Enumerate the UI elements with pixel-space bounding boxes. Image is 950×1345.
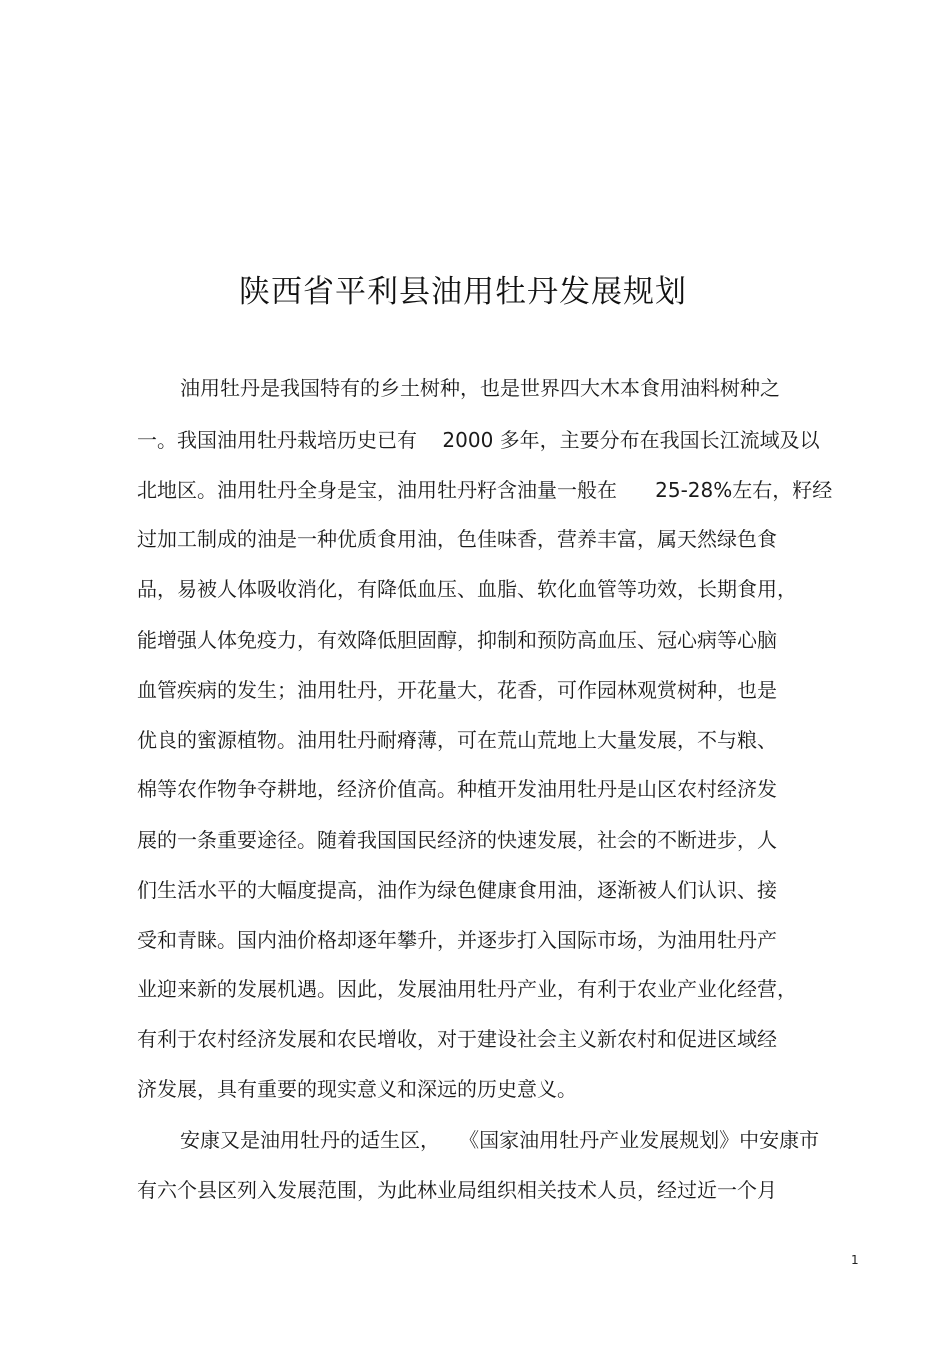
paragraph-line: 品，易被人体吸收消化，有降低血压、血脂、软化血管等功效，长期食用， — [137, 577, 797, 601]
paragraph-line: 油用牡丹是我国特有的乡土树种，也是世界四大木本食用油料树种之 — [180, 376, 780, 400]
paragraph-line: 能增强人体免疫力，有效降低胆固醇，抑制和预防高血压、冠心病等心脑 — [137, 628, 777, 652]
paragraph-line: 优良的蜜源植物。油用牡丹耐瘠薄，可在荒山荒地上大量发展，不与粮、 — [137, 728, 777, 752]
paragraph-line: 有利于农村经济发展和农民增收，对于建设社会主义新农村和促进区域经 — [137, 1027, 777, 1051]
paragraph-line: 棉等农作物争夺耕地，经济价值高。种植开发油用牡丹是山区农村经济发 — [137, 777, 777, 801]
paragraph-line: 北地区。油用牡丹全身是宝，油用牡丹籽含油量一般在 25-28%左右，籽经 — [137, 478, 833, 502]
paragraph-line: 有六个县区列入发展范围，为此林业局组织相关技术人员，经过近一个月 — [137, 1178, 777, 1202]
paragraph-line: 受和青睐。国内油价格却逐年攀升，并逐步打入国际市场，为油用牡丹产 — [137, 928, 777, 952]
paragraph-line: 们生活水平的大幅度提高，油作为绿色健康食用油，逐渐被人们认识、接 — [137, 878, 777, 902]
paragraph-line: 血管疾病的发生；油用牡丹，开花量大，花香，可作园林观赏树种，也是 — [137, 678, 777, 702]
paragraph-line: 展的一条重要途径。随着我国国民经济的快速发展，社会的不断进步，人 — [137, 828, 777, 852]
document-title: 陕西省平利县油用牡丹发展规划 — [239, 274, 687, 310]
page-number: 1 — [851, 1253, 859, 1267]
paragraph-line: 安康又是油用牡丹的适生区， 《国家油用牡丹产业发展规划》中安康市 — [180, 1128, 820, 1152]
paragraph-line: 济发展，具有重要的现实意义和深远的历史意义。 — [137, 1077, 577, 1101]
paragraph-line: 过加工制成的油是一种优质食用油，色佳味香，营养丰富，属天然绿色食 — [137, 527, 777, 551]
paragraph-line: 一。我国油用牡丹栽培历史已有 2000 多年，主要分布在我国长江流域及以 — [137, 428, 820, 452]
paragraph-line: 业迎来新的发展机遇。因此，发展油用牡丹产业，有利于农业产业化经营， — [137, 977, 797, 1001]
